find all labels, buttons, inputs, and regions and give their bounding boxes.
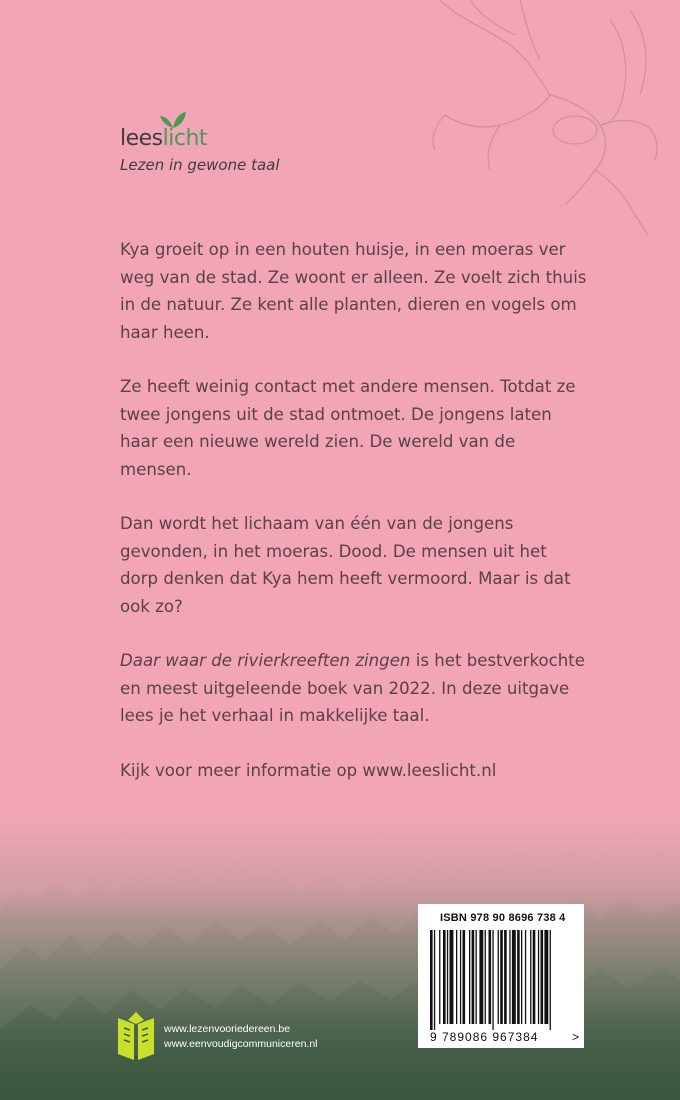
back-cover-blurb	[120, 236, 590, 811]
publisher-urls	[164, 1022, 318, 1052]
logo-wordmark	[120, 128, 280, 150]
leeslicht-logo	[120, 128, 280, 174]
leaf-icon	[160, 110, 186, 128]
barcode-bars	[418, 930, 584, 1030]
more-info-line: Kijk voor meer informatie op www.leeslicht.nl	[120, 760, 497, 780]
blurb-paragraph-3: Dan wordt het lichaam van één van de jongens gevonden, in het moeras. Dood. De mensen uit het dorp denken dat Kya hem heeft vermoord. Maar is dat ook zo?	[120, 514, 571, 616]
blurb-paragraph-4-rest: is het bestverkochte en meest uitgeleende boek van 2022. In deze uitgave lees je het verhaal in makkelijke taal.	[120, 651, 586, 725]
blurb-paragraph-1: Kya groeit op in een houten huisje, in een moeras ver weg van de stad. Ze woont er alleen. Ze voelt zich thuis in de natuur. Ze kent alle planten, dieren en vogels om haar heen.	[120, 240, 587, 342]
url-eenvoudigcommuniceren[interactable]: www.eenvoudigcommuniceren.nl	[164, 1038, 318, 1050]
barcode-arrow: >	[571, 1030, 579, 1044]
book-title: Daar waar de rivierkreeften zingen	[120, 651, 411, 670]
crayfish-illustration	[400, 0, 680, 240]
url-lezenvooriedereen[interactable]: www.lezenvooriedereen.be	[164, 1023, 291, 1035]
isbn-label: ISBN 978 90 8696 738 4	[440, 912, 566, 924]
logo-licht-text: licht	[162, 126, 208, 151]
blurb-paragraph-4	[120, 647, 590, 730]
book-icon	[116, 1012, 156, 1062]
isbn-barcode	[418, 904, 584, 1048]
blurb-paragraph-2: Ze heeft weinig contact met andere mensen. Totdat ze twee jongens uit de stad ontmoet. De jongens laten haar een nieuwe wereld zien. De wereld van de mensen.	[120, 377, 576, 479]
logo-tagline: Lezen in gewone taal	[120, 156, 280, 174]
logo-lees-text: lees	[120, 126, 163, 151]
barcode-digits: 9 789086 967384	[430, 1030, 539, 1044]
